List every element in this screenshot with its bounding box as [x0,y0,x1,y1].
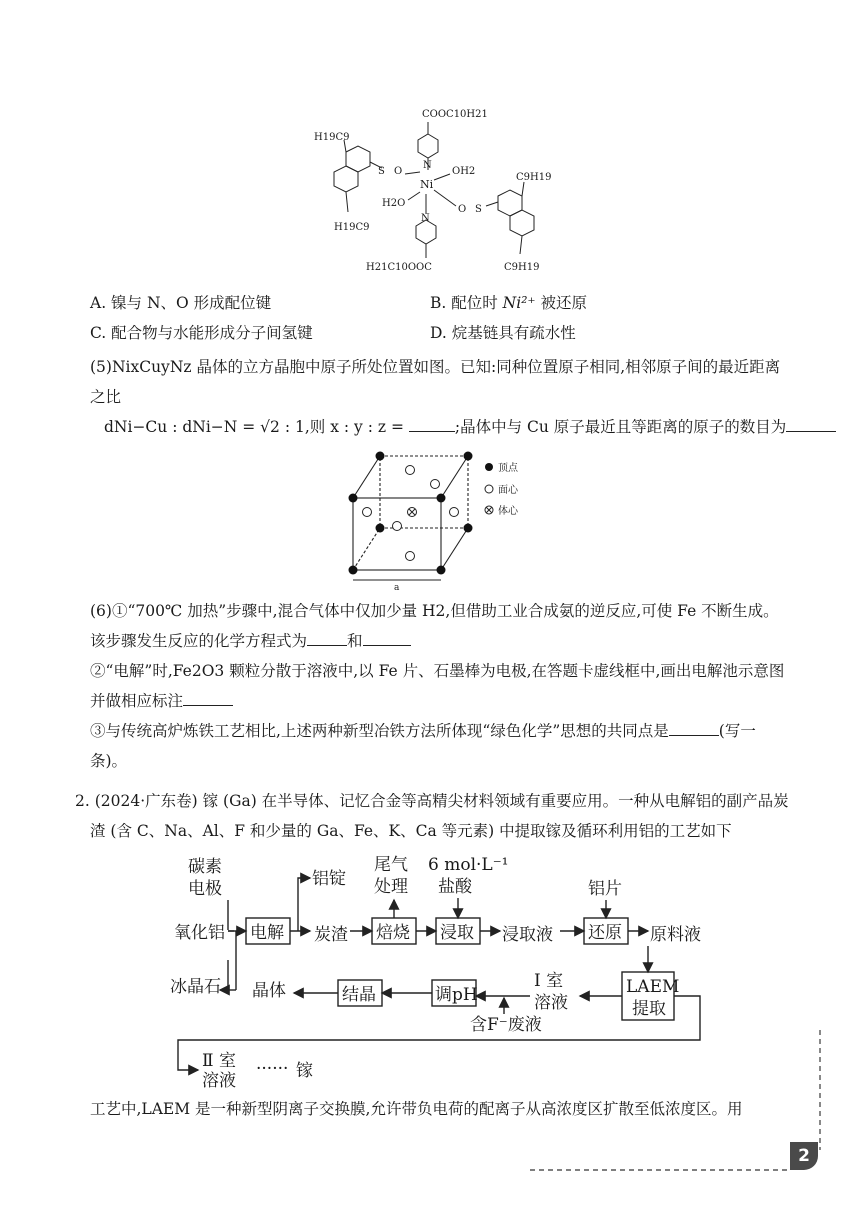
left-top-label: H19C9 [314,132,350,143]
q6-line2: 该步骤发生反应的化学方程式为 和 [90,630,411,652]
feiye: 含F⁻废液 [470,1015,542,1035]
left-bottom-label: H19C9 [334,222,370,233]
top-label: COOC10H21 [422,109,488,120]
beishao-box: 焙烧 [376,923,410,943]
jinquye: 浸取液 [502,925,553,945]
shi1-1: Ⅰ 室 [534,971,564,991]
footer-text: 工艺中,LAEM 是一种新型阴离子交换膜,允许带负电荷的配离子从高浓度区扩散至低浓度区。用 [90,1100,743,1118]
weiqi-1: 尾气 [374,855,408,875]
oh2-label: OH2 [452,166,476,177]
q2-line1: 2. (2024·广东卷) 镓 (Ga) 在半导体、记忆合金等高精尖材料领域有重要应用。一种从电解铝的副产品炭 [75,792,789,810]
nickel-complex-structure [310,102,560,282]
dianji: 电极 [188,879,222,899]
q2-line2: 渣 (含 C、Na、Al、F 和少量的 Ga、Fe、K、Ca 等元素) 中提取镓及循环利用铝的工艺如下 [90,822,732,840]
lvding: 铝锭 [312,869,346,889]
q5-line3: dNi−Cu : dNi−N = √2 : 1,则 x : y : z = ;晶体中与 Cu 原子最近且等距离的原子的数目为 [104,416,836,438]
q6-line1: (6)①“700℃ 加热”步骤中,混合气体中仅加少量 H2,但借助工业合成氨的逆反应,可使 Fe 不断生成。 [90,602,779,620]
legend-face: 面心 [498,485,518,496]
right-bottom-label: C9H19 [504,262,540,273]
q5-line2: 之比 [90,388,122,406]
jia: 镓 [296,1061,313,1081]
unit-cell-diagram [340,448,540,590]
weiqi-2: 处理 [374,877,408,897]
tanzha: 炭渣 [314,925,348,945]
q6-line4: 并做相应标注 [90,690,233,712]
shi1-2: 溶液 [534,993,568,1013]
option-d: D. 烷基链具有疏水性 [430,324,576,342]
ni-center: Ni [420,178,434,191]
yuanliaoye: 原料液 [650,925,701,945]
page-number: 2 [790,1142,818,1170]
hcl-1: 6 mol·L⁻¹ [428,855,509,875]
q6-line3: ②“电解”时,Fe2O3 颗粒分散于溶液中,以 Fe 片、石墨棒为电极,在答题卡虚线框中,画出电解池示意图 [90,662,785,680]
jingti: 晶体 [252,981,286,1001]
bingjingshi: 冰晶石 [170,977,221,997]
s-right: S [475,204,482,215]
q5-line1: (5)NixCuyNz 晶体的立方晶胞中原子所处位置如图。已知:同种位置原子相同,相邻原子间的最近距离 [90,358,781,376]
dots: ······ [256,1059,289,1079]
huanyuan-box: 还原 [588,923,622,943]
s-left: S [378,166,385,177]
laem-2: 提取 [632,999,666,1019]
o-left: O [394,166,403,177]
option-b: B. 配位时 Ni²⁺ 被还原 [430,294,588,312]
yanghualv: 氧化铝 [174,923,225,943]
jinqu-box: 浸取 [440,923,474,943]
q6-line6: 条)。 [90,752,128,770]
laem-1: LAEM [626,977,680,997]
option-c: C. 配合物与水能形成分子间氢键 [90,324,313,342]
n-top: N [423,160,432,171]
h2o-label: H2O [382,198,406,209]
right-top-label: C9H19 [516,172,552,183]
q6-line5: ③与传统高炉炼铁工艺相比,上述两种新型冶铁方法所体现“绿色化学”思想的共同点是 (写一 [90,722,756,740]
tiaoph-box: 调pH [435,985,478,1005]
o-right: O [458,204,467,215]
dianjie-box: 电解 [250,923,284,943]
legend-vertex: 顶点 [498,463,518,474]
n-bottom: N [421,213,430,224]
hcl-2: 盐酸 [438,877,472,897]
page-dashed-border [520,1030,830,1180]
tansu: 碳素 [188,857,222,877]
legend-body: 体心 [498,506,518,517]
jiejing-box: 结晶 [342,985,376,1005]
option-a: A. 镍与 N、O 形成配位键 [90,294,272,312]
shi2-2: 溶液 [202,1071,236,1090]
bottom-label: H21C10OOC [366,262,432,273]
edge-label: a [394,583,400,590]
lvpian: 铝片 [588,879,622,899]
shi2-1: Ⅱ 室 [202,1051,236,1071]
